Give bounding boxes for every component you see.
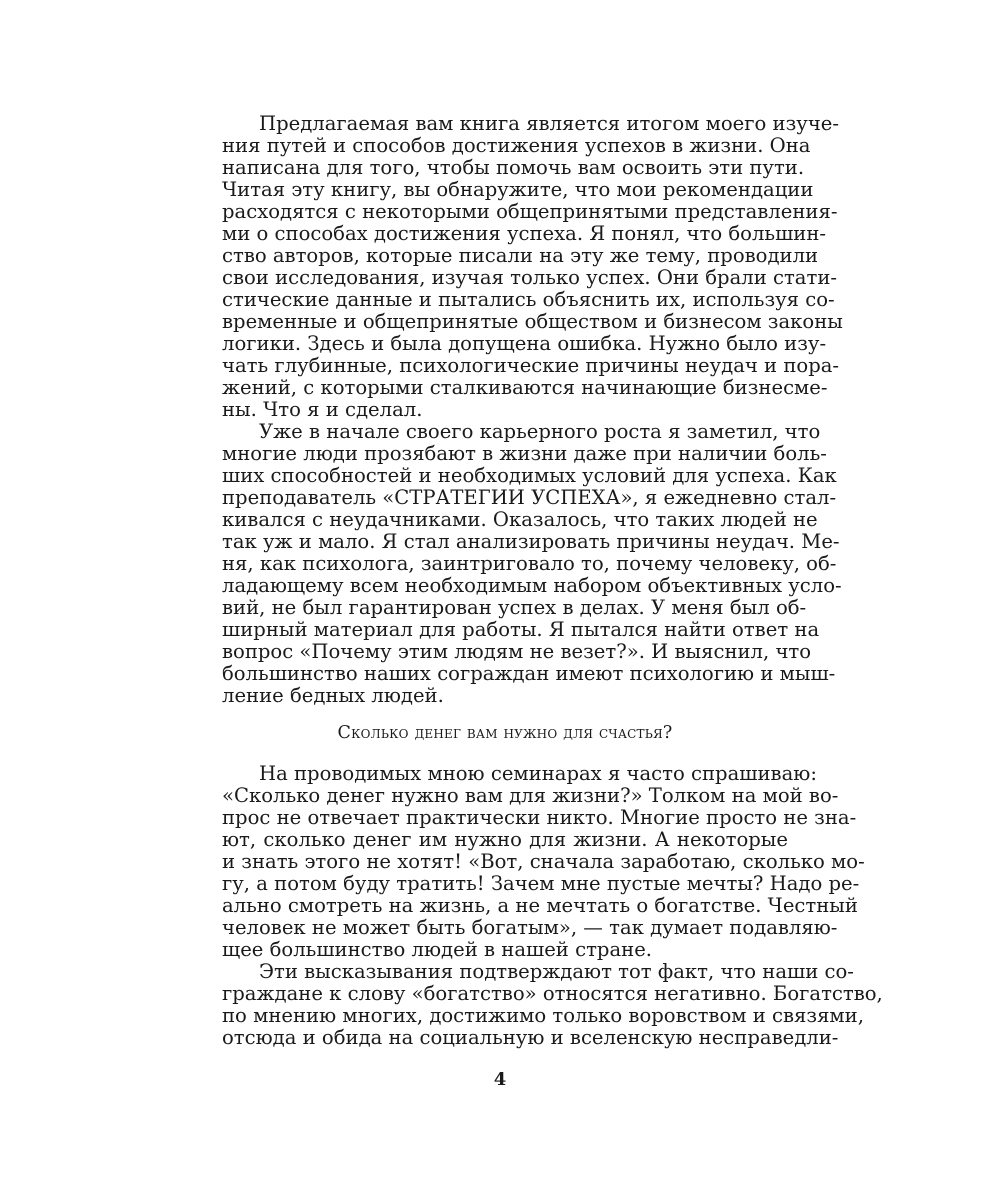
paragraph-intro-2 (222, 420, 842, 707)
text-line: ня, как психолога, заинтриговало то, почему человеку, об- (222, 552, 837, 575)
text-line: ладающему всем необходимым набором объективных усло- (222, 574, 842, 597)
text-line: логики. Здесь и была допущена ошибка. Нужно было изу- (222, 332, 827, 355)
text-line: написана для того, чтобы помочь вам освоить эти пути. (222, 156, 805, 179)
text-line: щее большинство людей в нашей стране. (222, 938, 653, 961)
page-number: 4 (493, 1069, 507, 1090)
paragraph-money-2 (222, 960, 883, 1049)
text-line: ально смотреть на жизнь, а не мечтать о богатстве. Честный (222, 894, 858, 917)
text-line: ширный материал для работы. Я пытался найти ответ на (222, 618, 820, 641)
text-line: Уже в начале своего карьерного роста я заметил, что (259, 420, 821, 443)
text-line: ны. Что я и сделал. (222, 398, 423, 421)
text-line: большинство наших сограждан имеют психологию и мыш- (222, 662, 836, 685)
text-line: ление бедных людей. (222, 684, 444, 707)
text-line: вий, не был гарантирован успех в делах. У меня был об- (222, 596, 807, 619)
text-line: чать глубинные, психологические причины неудач и пора- (222, 354, 840, 377)
text-line: временные и общепринятые обществом и бизнесом законы (222, 310, 843, 333)
text-line: кивался с неудачниками. Оказалось, что таких людей не (222, 508, 818, 531)
text-line: ния путей и способов достижения успехов в жизни. Она (222, 134, 811, 157)
text-section-intro (222, 112, 843, 707)
text-line: прос не отвечает практически никто. Многие просто не зна- (222, 806, 857, 829)
text-line: Эти высказывания подтверждают тот факт, что наши со- (259, 960, 854, 983)
text-line: ство авторов, которые писали на эту же тему, проводили (222, 244, 819, 267)
text-line: человек не может быть богатым», — так думает подавляю- (222, 916, 838, 939)
text-line: «Сколько денег нужно вам для жизни?» Толком на мой во- (222, 784, 839, 807)
text-line: жений, с которыми сталкиваются начинающие бизнесме- (222, 376, 828, 399)
text-line: преподаватель «СТРАТЕГИИ УСПЕХА», я ежедневно стал- (222, 486, 837, 509)
text-line: свои исследования, изучая только успех. Они брали стати- (222, 266, 838, 289)
text-line: по мнению многих, достижимо только воровством и связями, (222, 1004, 864, 1027)
text-line: отсюда и обида на социальную и вселенскую несправедли- (222, 1026, 839, 1049)
text-line: вопрос «Почему этим людям не везет?». И выяснил, что (222, 640, 812, 663)
text-line: стические данные и пытались объяснить их, используя со- (222, 288, 835, 311)
text-line: расходятся с некоторыми общепринятыми представления- (222, 200, 838, 223)
text-line: граждане к слову «богатство» относятся негативно. Богатство, (222, 982, 883, 1005)
text-line: ших способностей и необходимых условий для успеха. Как (222, 464, 837, 487)
text-section-money (222, 762, 883, 1049)
text-line: многие люди прозябают в жизни даже при наличии боль- (222, 442, 827, 465)
text-line: ют, сколько денег им нужно для жизни. А некоторые (222, 828, 788, 851)
text-line: На проводимых мною семинарах я часто спрашиваю: (259, 762, 817, 785)
text-line: Читая эту книгу, вы обнаружите, что мои рекомендации (222, 178, 814, 201)
paragraph-money-1 (222, 762, 865, 961)
text-line: гу, а потом буду тратить! Зачем мне пустые мечты? Надо ре- (222, 872, 860, 895)
text-line: так уж и мало. Я стал анализировать причины неудач. Ме- (222, 530, 840, 553)
text-line: и знать этого не хотят! «Вот, сначала заработаю, сколько мо- (222, 850, 865, 873)
text-line: Предлагаемая вам книга является итогом моего изуче- (259, 112, 839, 135)
paragraph-intro-1 (222, 112, 843, 421)
section-heading: Сколько денег вам нужно для счастья? (337, 723, 673, 743)
text-line: ми о способах достижения успеха. Я понял, что большин- (222, 222, 827, 245)
